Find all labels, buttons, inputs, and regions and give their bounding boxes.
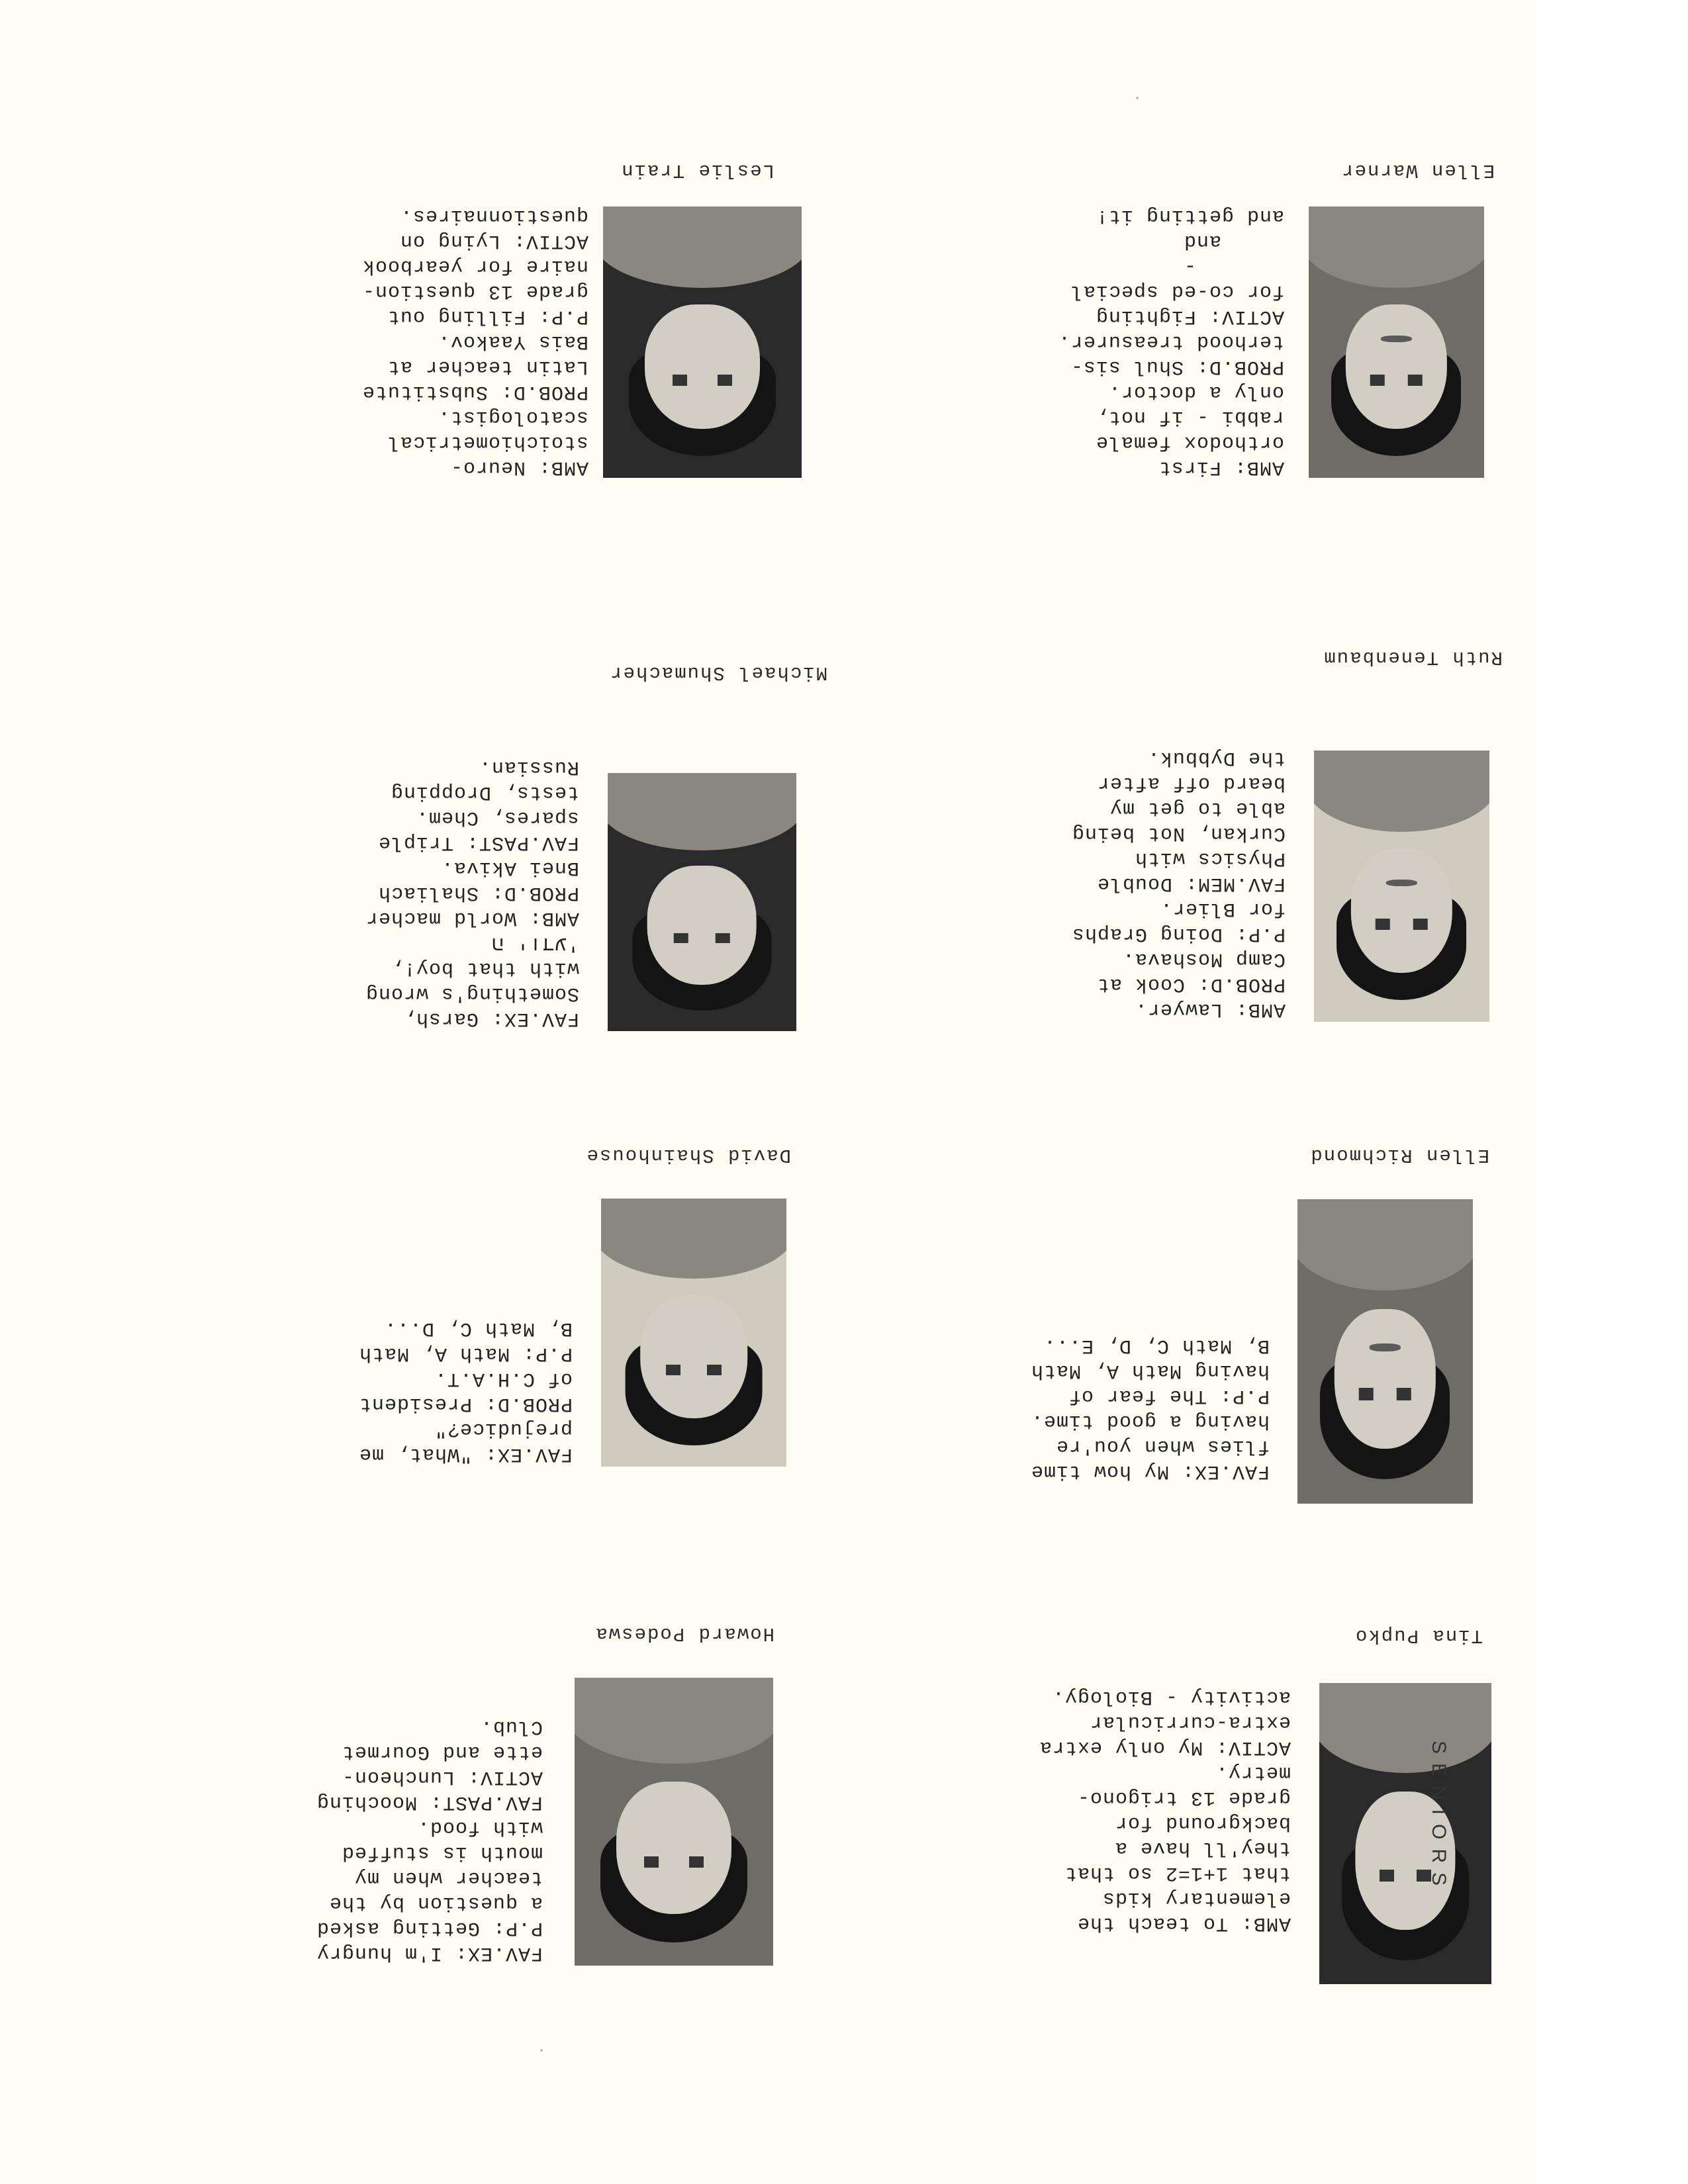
student-photo [1297,1199,1473,1504]
student-caption: FAV.EX: My how time flies when you're having a good time. P.P: The fear of having Math A, Math B, Math C, D, E... [1030,1334,1270,1482]
photo-face [616,1782,731,1914]
student-photo [601,1199,786,1467]
photo-shoulders [1314,751,1489,832]
student-caption: FAV.EX: "What, me prejudice?" PROB.D: President of C.H.A.T. P.P: Math A, Math B, Math C, D... [358,1317,573,1465]
student-photo [603,206,802,478]
photo-shoulders [601,1199,786,1279]
student-name: Tina Pupko [1354,1625,1483,1647]
student-photo [575,1678,773,1966]
photo-shoulders [608,773,796,850]
student-name: David Shainhouse [585,1144,791,1166]
photo-face [1335,1309,1436,1449]
student-caption: AMB: To teach the elementary kids that 1+1=2 so that they'll have a background for grade 13 trigono- metry. ACTIV: My only extra extra-curricular activity - Biology. [1039,1686,1291,1934]
photo-eyes [1359,1388,1412,1400]
student-caption: FAV.EX: Garsh, Something's wrong with that boy!, 'ה יודע AMB: World macher PROB.D: Shaliach Bnei Akiva. FAV.PAST: Triple spares, Chem. tests, Dropping Russian. [365,756,579,1030]
student-photo [608,773,796,1031]
student-name: Michael Shumacher [609,662,827,684]
student-name: Ellen Warner [1340,159,1495,181]
photo-face [645,304,760,430]
photo-shoulders [575,1678,773,1764]
photo-shoulders [1309,206,1484,288]
student-caption: FAV.EX: I'm hungry P.P: Getting asked a question by the teacher when my mouth is stuffed with food. FAV.PAST: Mooching ACTIV: Luncheon- ette and Gourmet Club. [316,1715,543,1964]
student-caption: AMB: First orthodox female rabbi - if not, only a doctor. PROB.D: Shul sis- terhood treasurer. ACTIV: Fighting for co-ed special - and and getting it! [1057,205,1284,478]
student-name: Howard Podeswa [594,1623,774,1645]
student-name: Leslie Train [620,159,774,181]
student-photo [1309,206,1484,478]
photo-eyes [1370,375,1423,385]
photo-eyes [673,375,732,385]
student-caption: AMB: Lawyer. PROB.D: Cook at Camp Moshava. P.P: Doing Graphs for Blier. FAV.MEM: Double Physics with Curkan, Not being able to get my beard off after the Dybbuk. [1071,747,1286,1021]
scan-speck [1136,97,1139,99]
photo-shoulders [1297,1199,1473,1291]
photo-shoulders [1319,1683,1491,1774]
student-name: Ruth Tenenbaum [1323,647,1503,668]
photo-eyes [644,1856,704,1868]
section-label: SENIORS [1428,1741,1450,1895]
photo-eyes [1376,919,1429,929]
student-name: Ellen Richmond [1309,1144,1489,1166]
photo-face [640,1295,747,1418]
student-caption: AMB: Neuro- stoichiometrical scatologist. PROB.D: Substitute Latin teacher at Bais Yaakov. P.P: Filling out grade 13 question- naire for yearbook ACTIV: Lying on questionnaires. [361,205,588,478]
photo-eyes [674,933,731,944]
student-photo [1319,1683,1491,1984]
photo-shoulders [603,206,802,288]
student-photo [1314,751,1489,1022]
photo-mouth [1386,880,1418,886]
photo-face [647,866,757,984]
photo-eyes [666,1365,722,1375]
scan-speck [540,2049,543,2052]
photo-mouth [1370,1344,1401,1352]
photo-eyes [1380,1870,1431,1882]
photo-face [1346,304,1448,430]
photo-mouth [1381,336,1413,342]
photo-face [1351,848,1453,974]
